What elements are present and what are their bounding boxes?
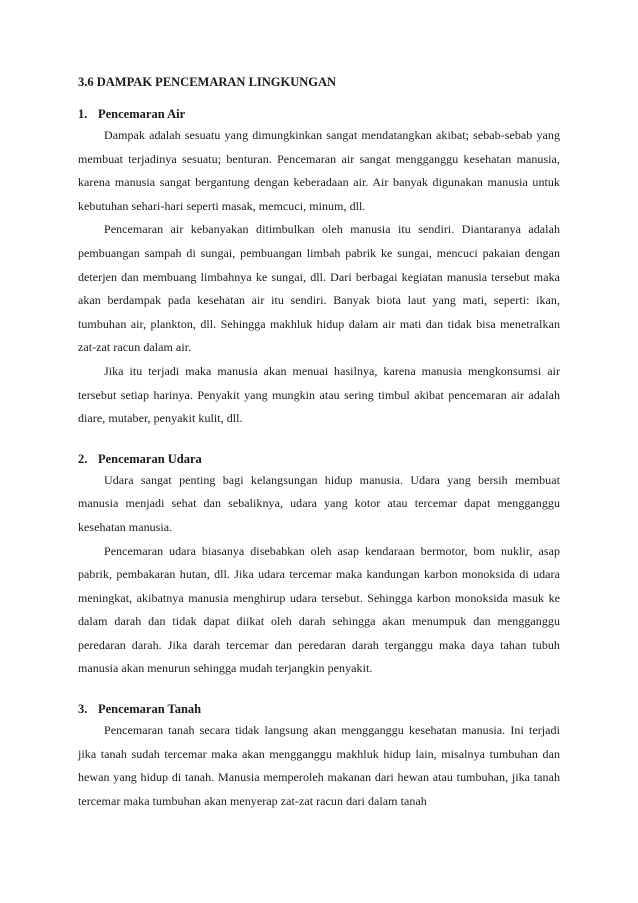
section-number: 2. (78, 451, 88, 466)
section-number: 3. (78, 702, 88, 717)
document-title: 3.6 DAMPAK PENCEMARAN LINGKUNGAN (78, 75, 337, 89)
paragraph: Dampak adalah sesuatu yang dimungkinkan sangat mendatangkan akibat; sebab-sebab yang membuat terjadinya sesuatu; benturan. Pencemaran air sangat mengganggu kesehatan manusia, karena manusia sangat bergantung dengan keberadaan air. Air banyak digunakan manusia untuk kebutuhan sehari-hari seperti masak, memcuci, minum, dll. (78, 128, 560, 213)
section-title: Pencemaran Air (98, 107, 186, 121)
section-heading (78, 449, 560, 469)
section-number: 1. (78, 107, 88, 121)
section-pencemaran-tanah (78, 699, 560, 813)
section-title: Pencemaran Udara (98, 451, 202, 466)
section-pencemaran-air (78, 104, 560, 431)
section-heading (78, 104, 560, 124)
paragraph: Udara sangat penting bagi kelangsungan hidup manusia. Udara yang bersih membuat manusia menjadi sehat dan sebaliknya, udara yang kotor atau tercemar dapat mengganggu kesehatan manusia. (78, 472, 560, 534)
section-pencemaran-udara (78, 449, 560, 681)
paragraph: Pencemaran udara biasanya disebabkan oleh asap kendaraan bermotor, bom nuklir, asap pabrik, pembakaran hutan, dll. Jika udara tercemar maka kandungan karbon monoksida di udara meningkat, akibatnya manusia menghirup udara tersebut. Sehingga karbon monoksida masuk ke dalam darah dan tidak dapat diikat oleh darah sehingga akan menumpuk dan mengganggu peredaran darah. Jika darah tercemar dan peredaran darah terganggu maka daya tahan tubuh manusia akan menurun sehingga mudah terjangkin penyakit. (78, 543, 560, 676)
paragraph: Jika itu terjadi maka manusia akan menuai hasilnya, karena manusia mengkonsumsi air tersebut setiap harinya. Penyakit yang mungkin atau sering timbul akibat pencemaran air adalah diare, mutaber, penyakit kulit, dll. (78, 363, 560, 426)
section-heading (78, 699, 560, 719)
paragraph: Pencemaran tanah secara tidak langsung akan mengganggu kesehatan manusia. Ini terjadi jika tanah sudah tercemar maka akan mengganggu makhluk hidup lain, misalnya tumbuhan dan hewan yang hidup di tanah. Manusia memperoleh makanan dari hewan atau tumbuhan, jika tanah tercemar maka tumbuhan akan menyerap zat-zat racun dari dalam tanah (78, 723, 560, 808)
section-title: Pencemaran Tanah (98, 702, 202, 717)
paragraph: Pencemaran air kebanyakan ditimbulkan oleh manusia itu sendiri. Diantaranya adalah pembuangan sampah di sungai, pembuangan limbah pabrik ke sungai, mencuci pakaian dengan deterjen dan membuang limbahnya ke sungai, dll. Dari berbagai kegiatan manusia tersebut maka akan berdampak pada kesehatan air itu sendiri. Banyak biota laut yang mati, seperti: ikan, tumbuhan air, plankton, dll. Sehingga makhluk hidup dalam air mati dan tidak bisa menetralkan zat-zat racun dalam air. (78, 222, 560, 355)
